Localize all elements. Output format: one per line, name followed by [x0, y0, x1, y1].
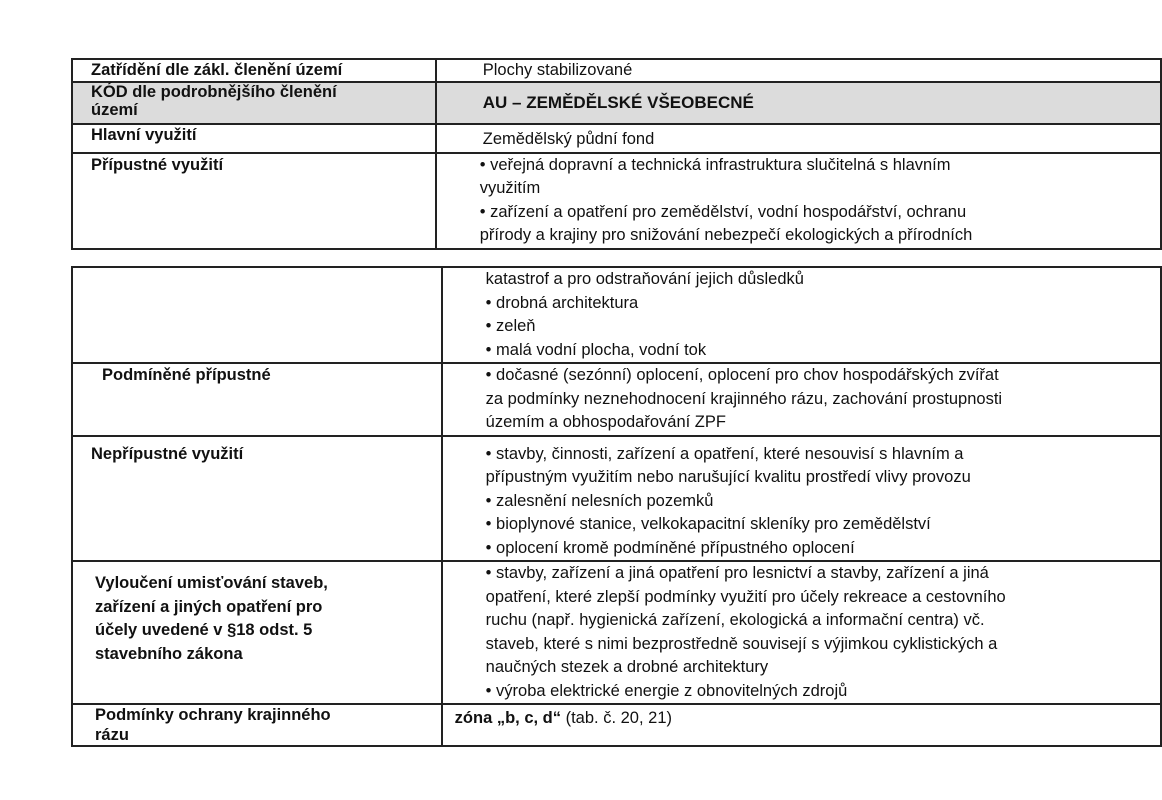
table-row	[72, 363, 1161, 436]
table-row	[72, 82, 1161, 124]
regulation-table-part1	[71, 58, 1162, 250]
content-line: katastrof a pro odstraňování jejich důsledků	[485, 270, 804, 288]
row-label-conditional: Podmíněné přípustné	[72, 363, 442, 436]
row-value-exclusion	[442, 561, 1161, 704]
content-line: • oplocení kromě podmíněné přípustného oplocení	[485, 538, 855, 557]
label-line: zařízení a jiných opatření pro	[95, 597, 323, 616]
row-label-exclusion	[72, 561, 442, 704]
row-value-permitted-use	[436, 153, 1161, 249]
label-line: Vyloučení umisťování staveb,	[95, 574, 328, 592]
content-line: přípustným využitím nebo narušující kvalitu prostředí vlivy provozu	[485, 468, 971, 486]
regulation-table-part2	[71, 266, 1162, 747]
content-line: ruchu (např. hygienická zařízení, ekologická a informační centra) vč.	[485, 611, 985, 629]
zone-code-title: AU – ZEMĚDĚLSKÉ VŠEOBECNÉ	[482, 92, 754, 112]
row-value-main-use: Zemědělský půdní fond	[436, 124, 1161, 153]
content-line: • drobná architektura	[485, 293, 639, 312]
row-label-code	[72, 82, 436, 124]
content-line: naučných stezek a drobné architektury	[485, 658, 769, 676]
content-line: územím a obhospodařování ZPF	[485, 413, 726, 431]
label-line: území	[91, 101, 138, 119]
row-value-conditional	[442, 363, 1161, 436]
row-label-permitted-use: Přípustné využití	[72, 153, 436, 249]
zone-label: zóna „b, c, d“	[454, 709, 562, 727]
table-row	[72, 704, 1161, 746]
row-value-classification: Plochy stabilizované	[436, 59, 1161, 82]
content-line: využitím	[479, 179, 541, 197]
content-line: • zeleň	[485, 317, 536, 335]
row-label-prohibited: Nepřípustné využití	[72, 436, 442, 562]
row-value-prohibited	[442, 436, 1161, 562]
row-value-code	[436, 82, 1161, 124]
label-line: Podmínky ochrany krajinného	[95, 706, 331, 724]
table-row	[72, 153, 1161, 249]
row-value-continued	[442, 267, 1161, 363]
table-row	[72, 59, 1161, 82]
content-line: za podmínky neznehodnocení krajinného rázu, zachování prostupnosti	[485, 389, 1003, 408]
label-line: rázu	[95, 726, 129, 744]
content-line: • veřejná dopravní a technická infrastruktura slučitelná s hlavním	[479, 155, 951, 174]
content-line: • bioplynové stanice, velkokapacitní skleníky pro zemědělství	[485, 515, 931, 533]
table-row	[72, 561, 1161, 704]
content-line: • malá vodní plocha, vodní tok	[485, 340, 707, 359]
content-line: • stavby, zařízení a jiná opatření pro lesnictví a stavby, zařízení a jiná	[485, 564, 989, 582]
row-label-continued	[72, 267, 442, 363]
content-line: staveb, které s nimi bezprostředně souvisejí s výjimkou cyklistických a	[485, 634, 998, 653]
label-line: KÓD dle podrobnějšího členění	[91, 83, 337, 101]
zone-reference: (tab. č. 20, 21)	[561, 709, 672, 727]
row-value-landscape	[442, 704, 1161, 746]
label-line: stavebního zákona	[95, 644, 243, 663]
row-label-landscape	[72, 704, 442, 746]
row-label-classification: Zatřídění dle zákl. členění území	[72, 59, 436, 82]
content-line: • stavby, činnosti, zařízení a opatření, které nesouvisí s hlavním a	[485, 444, 964, 463]
content-line: • zařízení a opatření pro zemědělství, vodní hospodářství, ochranu	[479, 202, 967, 221]
table-row	[72, 267, 1161, 363]
content-line: • dočasné (sezónní) oplocení, oplocení pro chov hospodářských zvířat	[485, 366, 999, 384]
table-row	[72, 124, 1161, 153]
content-line: • zalesnění nelesních pozemků	[485, 491, 714, 510]
content-line: přírody a krajiny pro snižování nebezpečí ekologických a přírodních	[479, 226, 973, 244]
label-line: účely uvedené v §18 odst. 5	[95, 621, 313, 639]
table-row	[72, 436, 1161, 562]
content-line: opatření, které zlepší podmínky využití pro účely rekreace a cestovního	[485, 587, 1006, 606]
content-line: • výroba elektrické energie z obnovitelných zdrojů	[485, 681, 848, 700]
row-label-main-use: Hlavní využití	[72, 124, 436, 153]
